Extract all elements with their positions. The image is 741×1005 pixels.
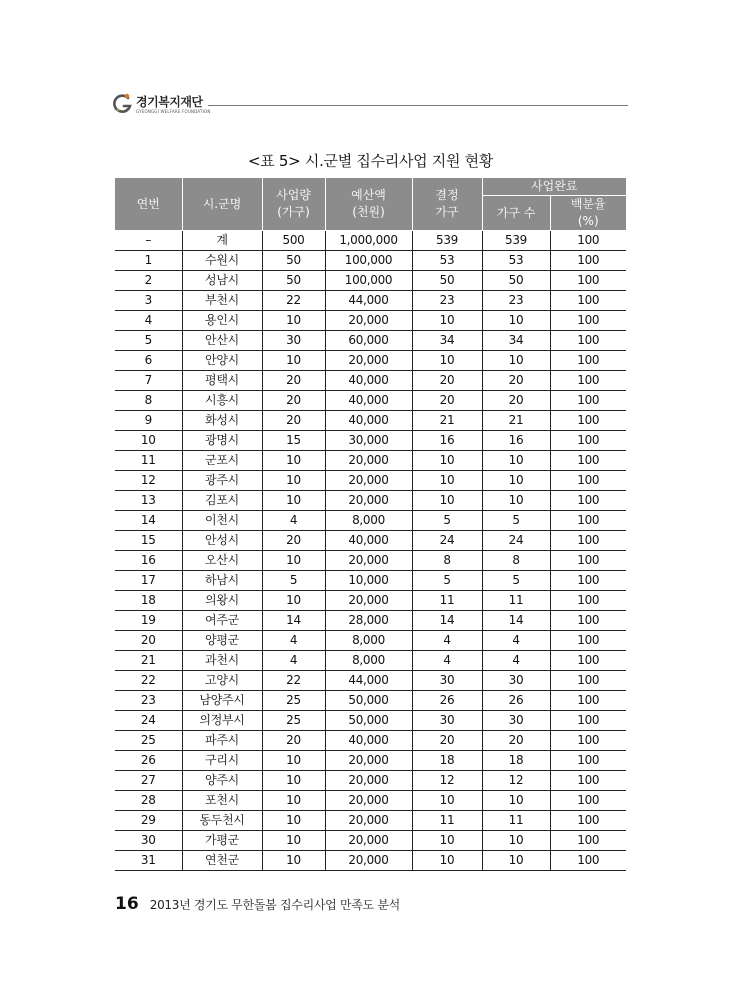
table-cell: 11 xyxy=(482,591,550,611)
table-cell: 27 xyxy=(115,771,182,791)
table-cell: 100 xyxy=(550,731,626,751)
table-cell: 4 xyxy=(262,631,325,651)
table-cell: 10 xyxy=(482,451,550,471)
table-cell: 100 xyxy=(550,671,626,691)
table-cell: 29 xyxy=(115,811,182,831)
table-cell: 539 xyxy=(482,231,550,251)
table-cell: 26 xyxy=(412,691,482,711)
table-cell: 53 xyxy=(412,251,482,271)
table-cell: 1,000,000 xyxy=(325,231,412,251)
table-cell: 100 xyxy=(550,771,626,791)
table-cell: 성남시 xyxy=(182,271,262,291)
table-cell: 20,000 xyxy=(325,451,412,471)
table-cell: 100 xyxy=(550,351,626,371)
table-cell: 여주군 xyxy=(182,611,262,631)
table-cell: 10 xyxy=(412,451,482,471)
table-cell: 539 xyxy=(412,231,482,251)
table-row xyxy=(115,611,626,631)
table-cell: – xyxy=(115,231,182,251)
table-cell: 5 xyxy=(262,571,325,591)
table-cell: 500 xyxy=(262,231,325,251)
header-completed: 사업완료 xyxy=(482,178,626,196)
table-cell: 10 xyxy=(482,311,550,331)
table-row xyxy=(115,551,626,571)
table-cell: 10 xyxy=(262,851,325,871)
table-cell: 안양시 xyxy=(182,351,262,371)
table-cell: 44,000 xyxy=(325,291,412,311)
table-cell: 40,000 xyxy=(325,391,412,411)
table-row xyxy=(115,511,626,531)
table-cell: 10 xyxy=(412,831,482,851)
table-row xyxy=(115,651,626,671)
table-cell: 평택시 xyxy=(182,371,262,391)
table-cell: 53 xyxy=(482,251,550,271)
table-cell: 30 xyxy=(262,331,325,351)
org-subtitle: GYEONGGI WELFARE FOUNDATION xyxy=(136,109,211,114)
table-row xyxy=(115,791,626,811)
table-cell: 100 xyxy=(550,751,626,771)
table-caption: <표 5> 시.군별 집수리사업 지원 현황 xyxy=(247,152,494,170)
table-cell: 4 xyxy=(482,651,550,671)
table-cell: 14 xyxy=(262,611,325,631)
table-cell: 100 xyxy=(550,651,626,671)
table-row xyxy=(115,671,626,691)
table-cell: 26 xyxy=(482,691,550,711)
table-cell: 50 xyxy=(262,271,325,291)
table-cell: 40,000 xyxy=(325,531,412,551)
table-cell: 20 xyxy=(262,371,325,391)
table-cell: 20,000 xyxy=(325,851,412,871)
table-row xyxy=(115,751,626,771)
table-cell: 17 xyxy=(115,571,182,591)
table-cell: 100 xyxy=(550,311,626,331)
table-cell: 하남시 xyxy=(182,571,262,591)
table-cell: 100 xyxy=(550,531,626,551)
table-cell: 안산시 xyxy=(182,331,262,351)
table-cell: 동두천시 xyxy=(182,811,262,831)
table-cell: 10 xyxy=(412,471,482,491)
table-cell: 11 xyxy=(412,811,482,831)
table-cell: 5 xyxy=(482,571,550,591)
table-cell: 과천시 xyxy=(182,651,262,671)
table-cell: 100 xyxy=(550,371,626,391)
table-cell: 20 xyxy=(262,391,325,411)
table-row xyxy=(115,371,626,391)
table-cell: 8,000 xyxy=(325,631,412,651)
table-cell: 4 xyxy=(482,631,550,651)
table-cell: 4 xyxy=(262,651,325,671)
table-cell: 28 xyxy=(115,791,182,811)
table-cell: 100,000 xyxy=(325,271,412,291)
table-cell: 24 xyxy=(115,711,182,731)
table-cell: 수원시 xyxy=(182,251,262,271)
table-cell: 34 xyxy=(412,331,482,351)
table-cell: 100 xyxy=(550,611,626,631)
table-cell: 14 xyxy=(482,611,550,631)
table-row xyxy=(115,311,626,331)
table-cell: 100 xyxy=(550,811,626,831)
table-cell: 21 xyxy=(115,651,182,671)
header-volume: 사업량 (가구) xyxy=(262,178,325,231)
table-cell: 18 xyxy=(412,751,482,771)
table-cell: 30 xyxy=(412,671,482,691)
table-cell: 20 xyxy=(115,631,182,651)
table-cell: 14 xyxy=(412,611,482,631)
table-cell: 20 xyxy=(262,731,325,751)
table-cell: 18 xyxy=(115,591,182,611)
table-cell: 5 xyxy=(115,331,182,351)
table-cell: 20,000 xyxy=(325,831,412,851)
table-cell: 10 xyxy=(262,591,325,611)
table-row xyxy=(115,251,626,271)
table-cell: 12 xyxy=(412,771,482,791)
page-number: 16 xyxy=(115,894,139,914)
table-cell: 20,000 xyxy=(325,751,412,771)
table-cell: 100 xyxy=(550,551,626,571)
table-cell: 안성시 xyxy=(182,531,262,551)
table-row xyxy=(115,431,626,451)
table-cell: 30 xyxy=(482,671,550,691)
table-cell: 20,000 xyxy=(325,491,412,511)
table-cell: 10 xyxy=(262,791,325,811)
table-cell: 20,000 xyxy=(325,551,412,571)
table-body xyxy=(115,231,626,871)
page-header xyxy=(112,90,628,120)
table-cell: 19 xyxy=(115,611,182,631)
table-cell: 100 xyxy=(550,451,626,471)
table-cell: 10 xyxy=(412,791,482,811)
table-cell: 파주시 xyxy=(182,731,262,751)
table-cell: 11 xyxy=(115,451,182,471)
table-cell: 의정부시 xyxy=(182,711,262,731)
table-cell: 14 xyxy=(115,511,182,531)
table-header-row xyxy=(115,178,626,196)
header-households: 가구 수 xyxy=(482,196,550,231)
table-cell: 시흥시 xyxy=(182,391,262,411)
table-cell: 31 xyxy=(115,851,182,871)
table-cell: 20,000 xyxy=(325,591,412,611)
org-name: 경기복지재단 xyxy=(136,95,203,109)
table-cell: 10,000 xyxy=(325,571,412,591)
table-cell: 20,000 xyxy=(325,791,412,811)
table-cell: 50,000 xyxy=(325,691,412,711)
table-cell: 10 xyxy=(262,351,325,371)
table-cell: 10 xyxy=(482,491,550,511)
table-cell: 44,000 xyxy=(325,671,412,691)
table-cell: 10 xyxy=(262,831,325,851)
table-cell: 100 xyxy=(550,331,626,351)
table-cell: 26 xyxy=(115,751,182,771)
table-cell: 13 xyxy=(115,491,182,511)
table-row xyxy=(115,231,626,251)
table-cell: 8,000 xyxy=(325,651,412,671)
table-cell: 20 xyxy=(262,531,325,551)
table-cell: 100 xyxy=(550,571,626,591)
table-cell: 김포시 xyxy=(182,491,262,511)
header-rule xyxy=(208,105,628,106)
table-cell: 10 xyxy=(262,751,325,771)
table-cell: 10 xyxy=(262,471,325,491)
table-cell: 20 xyxy=(412,371,482,391)
table-cell: 10 xyxy=(482,831,550,851)
table-cell: 20,000 xyxy=(325,311,412,331)
header-percentage: 백분율 (%) xyxy=(550,196,626,231)
table-cell: 10 xyxy=(262,551,325,571)
foundation-logo-icon xyxy=(112,92,134,114)
table-cell: 포천시 xyxy=(182,791,262,811)
table-cell: 100,000 xyxy=(325,251,412,271)
table-cell: 23 xyxy=(115,691,182,711)
table-cell: 15 xyxy=(262,431,325,451)
table-cell: 8 xyxy=(115,391,182,411)
table-cell: 21 xyxy=(412,411,482,431)
table-row xyxy=(115,571,626,591)
table-cell: 50 xyxy=(412,271,482,291)
table-cell: 2 xyxy=(115,271,182,291)
table-cell: 5 xyxy=(412,571,482,591)
table-cell: 100 xyxy=(550,411,626,431)
table-cell: 고양시 xyxy=(182,671,262,691)
table-cell: 100 xyxy=(550,251,626,271)
table-row xyxy=(115,851,626,871)
table-cell: 20 xyxy=(262,411,325,431)
table-cell: 22 xyxy=(262,671,325,691)
table-row xyxy=(115,731,626,751)
table-cell: 10 xyxy=(262,811,325,831)
table-cell: 100 xyxy=(550,291,626,311)
table-cell: 22 xyxy=(262,291,325,311)
table-cell: 의왕시 xyxy=(182,591,262,611)
table-cell: 100 xyxy=(550,511,626,531)
table-cell: 60,000 xyxy=(325,331,412,351)
table-cell: 40,000 xyxy=(325,731,412,751)
table-cell: 100 xyxy=(550,231,626,251)
table-row xyxy=(115,491,626,511)
table-cell: 30,000 xyxy=(325,431,412,451)
table-cell: 10 xyxy=(482,351,550,371)
table-row xyxy=(115,451,626,471)
table-cell: 구리시 xyxy=(182,751,262,771)
table-cell: 16 xyxy=(482,431,550,451)
table-cell: 16 xyxy=(412,431,482,451)
table-cell: 4 xyxy=(412,651,482,671)
table-cell: 100 xyxy=(550,591,626,611)
table-cell: 20,000 xyxy=(325,351,412,371)
table-cell: 7 xyxy=(115,371,182,391)
table-cell: 40,000 xyxy=(325,371,412,391)
table-cell: 23 xyxy=(482,291,550,311)
table-row xyxy=(115,771,626,791)
table-row xyxy=(115,391,626,411)
table-row xyxy=(115,531,626,551)
table-cell: 3 xyxy=(115,291,182,311)
table-cell: 100 xyxy=(550,491,626,511)
table-cell: 4 xyxy=(412,631,482,651)
table-cell: 연천군 xyxy=(182,851,262,871)
table-cell: 50,000 xyxy=(325,711,412,731)
table-cell: 20 xyxy=(412,731,482,751)
table-cell: 20 xyxy=(482,391,550,411)
table-cell: 20 xyxy=(412,391,482,411)
table-cell: 10 xyxy=(262,771,325,791)
table-cell: 5 xyxy=(482,511,550,531)
table-cell: 10 xyxy=(412,851,482,871)
table-cell: 12 xyxy=(482,771,550,791)
table-cell: 10 xyxy=(262,451,325,471)
table-cell: 6 xyxy=(115,351,182,371)
table-cell: 34 xyxy=(482,331,550,351)
table-cell: 용인시 xyxy=(182,311,262,331)
table-cell: 군포시 xyxy=(182,451,262,471)
table-row xyxy=(115,411,626,431)
table-cell: 100 xyxy=(550,831,626,851)
support-status-table xyxy=(115,177,626,871)
table-cell: 10 xyxy=(482,471,550,491)
table-row xyxy=(115,351,626,371)
table-cell: 30 xyxy=(115,831,182,851)
header-decided: 결정 가구 xyxy=(412,178,482,231)
table-cell: 100 xyxy=(550,791,626,811)
table-cell: 15 xyxy=(115,531,182,551)
table-cell: 10 xyxy=(115,431,182,451)
table-cell: 9 xyxy=(115,411,182,431)
table-cell: 10 xyxy=(262,311,325,331)
table-cell: 8,000 xyxy=(325,511,412,531)
table-cell: 20,000 xyxy=(325,811,412,831)
table-cell: 100 xyxy=(550,851,626,871)
table-cell: 25 xyxy=(115,731,182,751)
table-cell: 10 xyxy=(412,311,482,331)
table-cell: 23 xyxy=(412,291,482,311)
header-budget: 예산액 (천원) xyxy=(325,178,412,231)
table-row xyxy=(115,471,626,491)
table-cell: 100 xyxy=(550,391,626,411)
table-cell: 100 xyxy=(550,631,626,651)
table-cell: 10 xyxy=(482,791,550,811)
table-cell: 남양주시 xyxy=(182,691,262,711)
table-cell: 50 xyxy=(262,251,325,271)
footer-title: 2013년 경기도 무한돌봄 집수리사업 만족도 분석 xyxy=(149,898,400,912)
table-cell: 오산시 xyxy=(182,551,262,571)
table-row xyxy=(115,631,626,651)
table-cell: 광주시 xyxy=(182,471,262,491)
table-cell: 25 xyxy=(262,691,325,711)
table-cell: 10 xyxy=(412,491,482,511)
table-row xyxy=(115,591,626,611)
table-cell: 100 xyxy=(550,471,626,491)
table-cell: 100 xyxy=(550,711,626,731)
table-row xyxy=(115,271,626,291)
table-cell: 광명시 xyxy=(182,431,262,451)
table-cell: 4 xyxy=(115,311,182,331)
table-cell: 양평군 xyxy=(182,631,262,651)
table-row xyxy=(115,331,626,351)
page-footer xyxy=(115,894,400,914)
table-cell: 50 xyxy=(482,271,550,291)
header-city: 시.군명 xyxy=(182,178,262,231)
table-cell: 8 xyxy=(482,551,550,571)
table-cell: 25 xyxy=(262,711,325,731)
table-cell: 10 xyxy=(262,491,325,511)
table-cell: 21 xyxy=(482,411,550,431)
table-cell: 11 xyxy=(412,591,482,611)
table-cell: 계 xyxy=(182,231,262,251)
table-cell: 24 xyxy=(412,531,482,551)
table-cell: 1 xyxy=(115,251,182,271)
table-cell: 20 xyxy=(482,731,550,751)
table-cell: 22 xyxy=(115,671,182,691)
table-cell: 이천시 xyxy=(182,511,262,531)
table-cell: 화성시 xyxy=(182,411,262,431)
table-cell: 4 xyxy=(262,511,325,531)
table-cell: 30 xyxy=(412,711,482,731)
table-cell: 11 xyxy=(482,811,550,831)
table-cell: 16 xyxy=(115,551,182,571)
table-cell: 부천시 xyxy=(182,291,262,311)
table-cell: 10 xyxy=(482,851,550,871)
table-cell: 20 xyxy=(482,371,550,391)
table-cell: 100 xyxy=(550,271,626,291)
table-row xyxy=(115,811,626,831)
table-cell: 12 xyxy=(115,471,182,491)
table-cell: 8 xyxy=(412,551,482,571)
table-cell: 양주시 xyxy=(182,771,262,791)
table-cell: 가평군 xyxy=(182,831,262,851)
table-row xyxy=(115,831,626,851)
table-row xyxy=(115,691,626,711)
table-cell: 18 xyxy=(482,751,550,771)
table-row xyxy=(115,711,626,731)
table-cell: 24 xyxy=(482,531,550,551)
table-cell: 20,000 xyxy=(325,771,412,791)
table-cell: 28,000 xyxy=(325,611,412,631)
table-cell: 100 xyxy=(550,691,626,711)
table-cell: 100 xyxy=(550,431,626,451)
table-cell: 30 xyxy=(482,711,550,731)
table-cell: 20,000 xyxy=(325,471,412,491)
header-year: 연번 xyxy=(115,178,182,231)
table-row xyxy=(115,291,626,311)
table-cell: 40,000 xyxy=(325,411,412,431)
table-cell: 10 xyxy=(412,351,482,371)
table-cell: 5 xyxy=(412,511,482,531)
